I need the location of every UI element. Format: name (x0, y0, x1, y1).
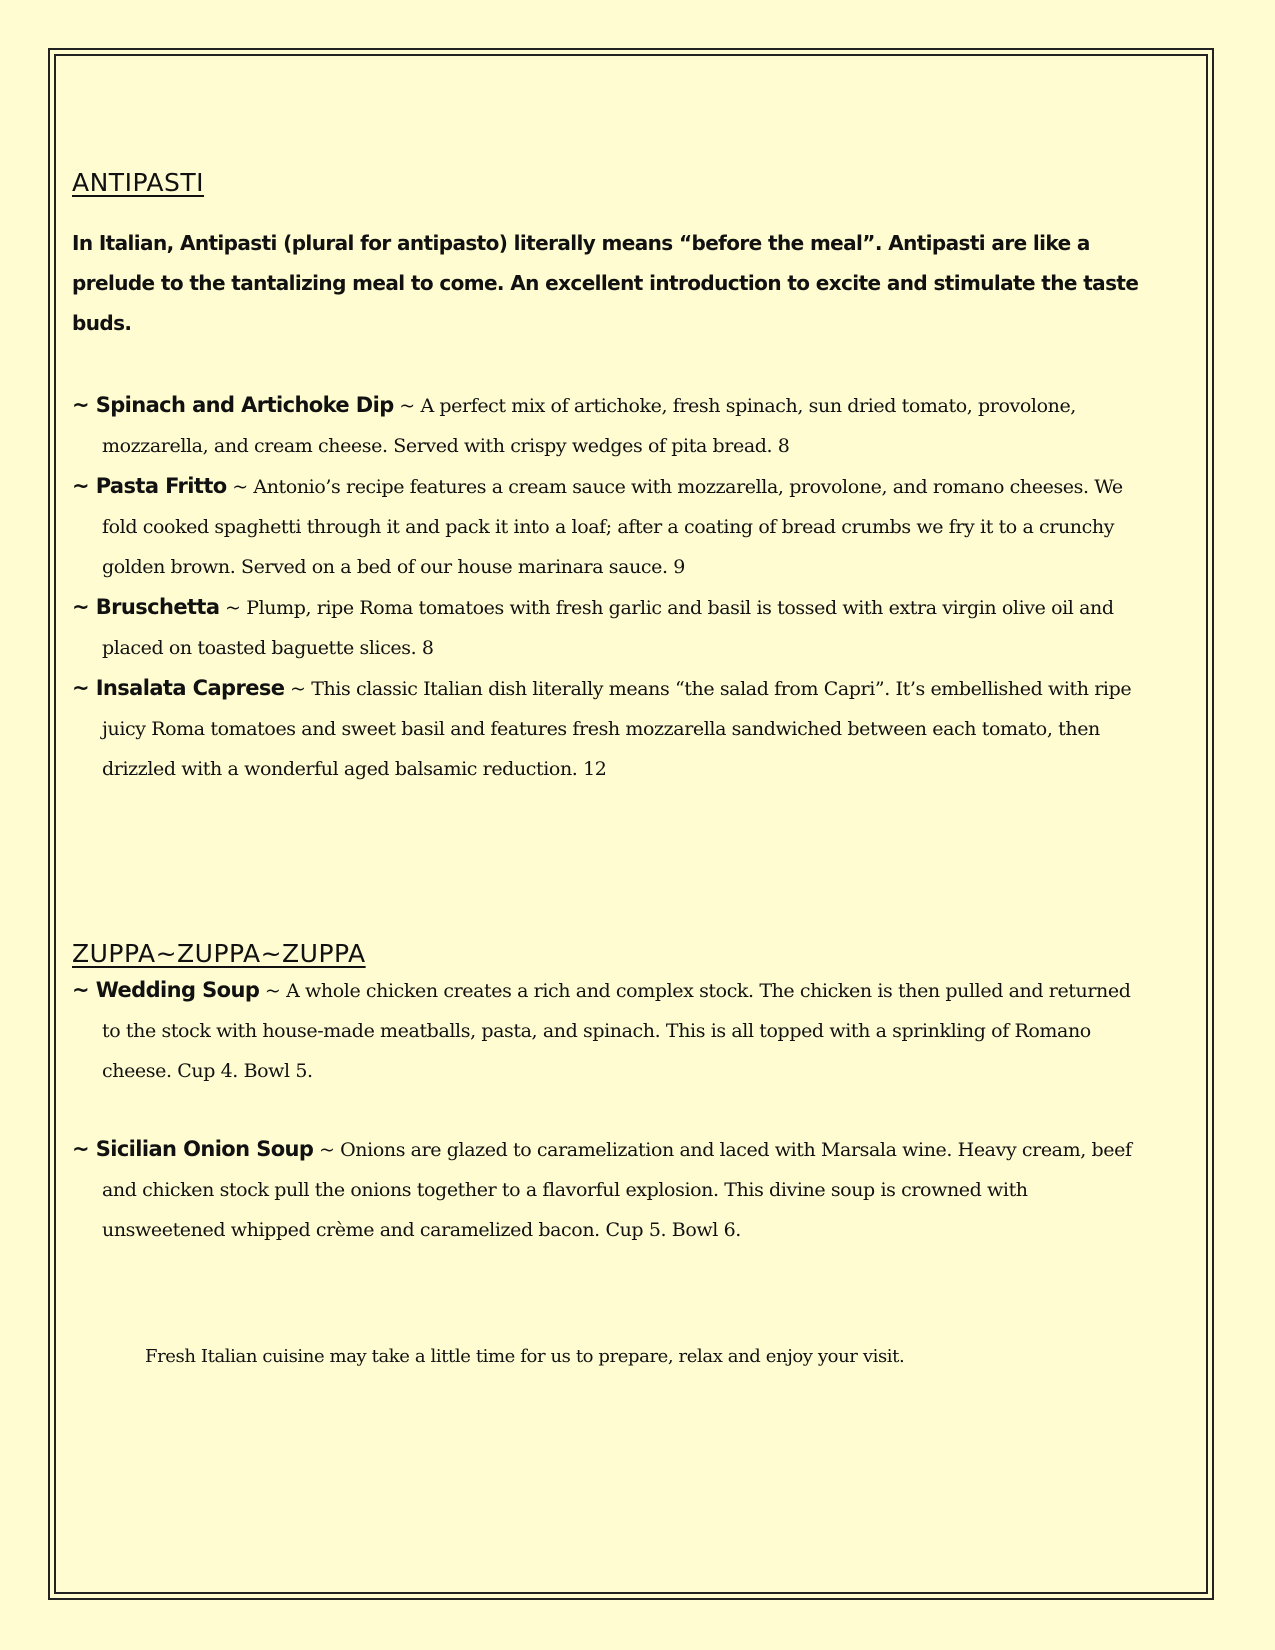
menu-item-pasta-fritto (72, 466, 1147, 587)
item-name: ~ Pasta Fritto (72, 474, 227, 498)
menu-content (72, 168, 1147, 1250)
item-name: ~ Insalata Caprese (72, 676, 285, 700)
item-description: ~ A perfect mix of artichoke, fresh spinach, sun dried tomato, provolone, mozzarella, and cream cheese. Served with crispy wedges of pita bread. 8 (102, 395, 1076, 457)
item-name: ~ Bruschetta (72, 595, 220, 619)
item-description: ~ Onions are glazed to caramelization and laced with Marsala wine. Heavy cream, beef and chicken stock pull the onions together to a flavorful explosion. This divine soup is crowned with unsweetened whipped crème and caramelized bacon. Cup 5. Bowl 6. (102, 1139, 1132, 1241)
menu-item-sicilian-onion-soup (72, 1129, 1147, 1250)
antipasti-intro: In Italian, Antipasti (plural for antipasto) literally means “before the meal”. Antipasti are like a prelude to the tantalizing meal to come. An excellent introduction to excite and stimulate the taste buds. (72, 231, 1139, 335)
item-description: ~ Plump, ripe Roma tomatoes with fresh garlic and basil is tossed with extra virgin olive oil and placed on toasted baguette slices. 8 (102, 597, 1114, 659)
item-name: ~ Wedding Soup (72, 978, 260, 1002)
zuppa-list (72, 970, 1147, 1250)
menu-item-spinach-artichoke-dip (72, 385, 1147, 466)
footer-note: Fresh Italian cuisine may take a little time for us to prepare, relax and enjoy your visit. (145, 1346, 905, 1367)
item-description: ~ A whole chicken creates a rich and complex stock. The chicken is then pulled and returned to the stock with house-made meatballs, pasta, and spinach. This is all topped with a sprinkling of Romano cheese. Cup 4. Bowl 5. (102, 980, 1131, 1082)
item-description: ~ This classic Italian dish literally means “the salad from Capri”. It’s embellished with ripe juicy Roma tomatoes and sweet basil and features fresh mozzarella sandwiched between each tomato, then drizzled with a wonderful aged balsamic reduction. 12 (102, 678, 1132, 780)
antipasti-list (72, 385, 1147, 789)
menu-item-insalata-caprese (72, 668, 1147, 789)
item-description: ~ Antonio’s recipe features a cream sauce with mozzarella, provolone, and romano cheeses. We fold cooked spaghetti through it and pack it into a loaf; after a coating of bread crumbs we fry it to a crunchy golden brown. Served on a bed of our house marinara sauce. 9 (102, 476, 1123, 578)
antipasti-heading: ANTIPASTI (72, 168, 205, 197)
zuppa-heading: ZUPPA~ZUPPA~ZUPPA (72, 939, 366, 968)
menu-item-wedding-soup (72, 970, 1147, 1091)
item-name: ~ Sicilian Onion Soup (72, 1137, 314, 1161)
item-name: ~ Spinach and Artichoke Dip (72, 393, 394, 417)
menu-item-bruschetta (72, 587, 1147, 668)
